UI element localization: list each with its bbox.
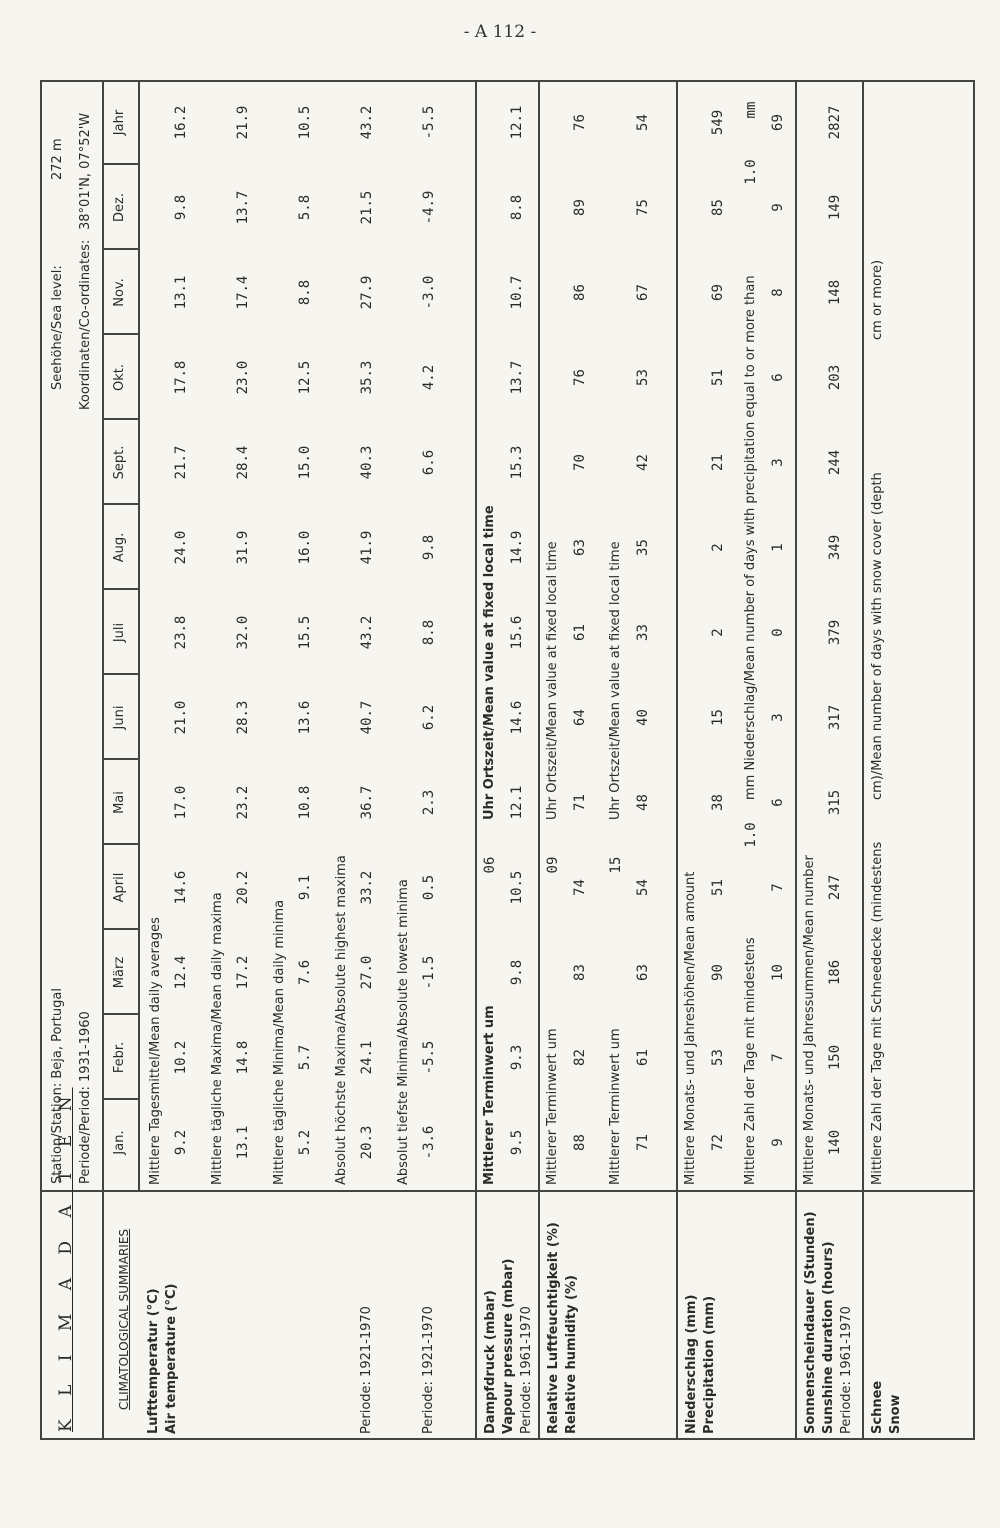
divider-sunshine [795, 80, 797, 1440]
table-cell: 16.0 [297, 530, 313, 565]
table-cell: 36.7 [359, 785, 375, 820]
column-header: Jahr [112, 109, 127, 136]
column-separator [102, 164, 139, 166]
table-cell: 17.8 [173, 360, 189, 395]
table-cell: 43.2 [359, 615, 375, 650]
table-cell: 8.8 [509, 194, 525, 221]
section-label: Dampfdruck (mbar) [483, 1290, 498, 1434]
table-cell: 72 [710, 1134, 726, 1151]
table-cell: 69 [710, 284, 726, 301]
title: K L I M A D A T E N [56, 1087, 76, 1432]
column-separator [102, 249, 139, 251]
column-header: Mai [112, 791, 127, 814]
row-caption: Mittlere Monats- und Jahressummen/Mean number [802, 855, 817, 1185]
column-separator [102, 759, 139, 761]
table-cell: 9 [770, 203, 786, 212]
header-divider [102, 80, 104, 1192]
altitude-value: 272 m [50, 138, 65, 180]
table-cell: 82 [572, 1049, 588, 1066]
column-header: Jan. [112, 1130, 127, 1155]
table-cell: 149 [827, 194, 843, 221]
table-cell: 83 [572, 964, 588, 981]
table-cell: 9.8 [509, 959, 525, 986]
table-cell: 2827 [827, 105, 843, 140]
table-cell: 6 [770, 798, 786, 807]
column-header-divider [138, 80, 140, 1192]
row-caption-2: Uhr Ortszeit/Mean value at fixed local time [608, 541, 623, 820]
column-header: Juni [112, 705, 127, 730]
title-box-divider [102, 1192, 104, 1440]
table-cell: 23.8 [173, 615, 189, 650]
divider-snow [862, 80, 864, 1440]
table-cell: 17.0 [173, 785, 189, 820]
section-label: Periode: 1961-1970 [839, 1306, 854, 1434]
table-cell: 21.0 [173, 700, 189, 735]
table-cell: 14.8 [235, 1040, 251, 1075]
table-cell: -4.9 [421, 190, 437, 225]
table-cell: 61 [635, 1049, 651, 1066]
column-header: Juli [112, 622, 127, 643]
table-cell: 51 [710, 879, 726, 896]
table-cell: -3.0 [421, 275, 437, 310]
table-cell: 75 [635, 199, 651, 216]
row-period: Periode: 1921-1970 [359, 1306, 374, 1434]
table-cell: 5.7 [297, 1044, 313, 1071]
table-cell: 17.4 [235, 275, 251, 310]
table-cell: 54 [635, 879, 651, 896]
table-cell: 13.1 [173, 275, 189, 310]
row-caption-2: cm)/Mean number of days with snow cover (depth [870, 472, 885, 800]
table-cell: 40.7 [359, 700, 375, 735]
column-separator [102, 589, 139, 591]
row-caption: Mittlerer Terminwert um [608, 1028, 623, 1185]
table-cell: -1.5 [421, 955, 437, 990]
table-cell: 48 [635, 794, 651, 811]
table-cell: -5.5 [421, 105, 437, 140]
table-cell: 43.2 [359, 105, 375, 140]
table-cell: 85 [710, 199, 726, 216]
column-header: April [112, 872, 127, 903]
row-hour: 15 [608, 856, 624, 874]
table-cell: 53 [635, 369, 651, 386]
table-cell: 71 [635, 1134, 651, 1151]
table-cell: 14.9 [509, 530, 525, 565]
table-cell: 15.0 [297, 445, 313, 480]
subtitle: CLIMATOLOGICAL SUMMARIES [117, 1228, 131, 1410]
row-period: Periode: 1921-1970 [421, 1306, 436, 1434]
table-cell: 5.2 [297, 1129, 313, 1156]
table-cell: -3.6 [421, 1125, 437, 1160]
table-cell: 3 [770, 458, 786, 467]
column-separator [102, 844, 139, 846]
row-caption: Mittlerer Terminwert um [545, 1028, 560, 1185]
table-cell: 53 [710, 1049, 726, 1066]
table-cell: 35.3 [359, 360, 375, 395]
column-separator [102, 674, 139, 676]
column-header: Dez. [112, 193, 127, 222]
table-cell: 317 [827, 704, 843, 731]
row-hour: 09 [545, 856, 561, 874]
table-cell: 379 [827, 619, 843, 646]
table-cell: 8.8 [297, 279, 313, 306]
left-edge [40, 1439, 975, 1441]
column-header: März [112, 956, 127, 989]
row-threshold: 1.0 [743, 822, 759, 848]
label-column-divider [40, 1191, 975, 1193]
table-cell: 8.8 [421, 619, 437, 646]
table-cell: 15.5 [297, 615, 313, 650]
table-cell: 2.3 [421, 789, 437, 816]
table-cell: 28.3 [235, 700, 251, 735]
row-caption: Mittlere Tagesmittel/Mean daily averages [148, 917, 163, 1185]
coord-label: Koordinaten/Co-ordinates: [78, 239, 93, 410]
table-cell: 247 [827, 874, 843, 901]
table-cell: 76 [572, 114, 588, 131]
table-cell: 41.9 [359, 530, 375, 565]
table-cell: 63 [635, 964, 651, 981]
table-cell: 2 [710, 628, 726, 637]
table-cell: 8 [770, 288, 786, 297]
table-cell: 15 [710, 709, 726, 726]
table-cell: 71 [572, 794, 588, 811]
table-cell: 3 [770, 713, 786, 722]
table-cell: 7.6 [297, 959, 313, 986]
table-cell: 203 [827, 364, 843, 391]
table-cell: 54 [635, 114, 651, 131]
altitude-label: Seehöhe/Sea level: [50, 265, 65, 390]
row-caption-2: mm Niederschlag/Mean number of days with precipitation equal to or more than [743, 275, 758, 800]
table-cell: 9 [770, 1138, 786, 1147]
table-cell: 89 [572, 199, 588, 216]
table-cell: 15.3 [509, 445, 525, 480]
row-caption-2: Uhr Ortszeit/Mean value at fixed local time [545, 541, 560, 820]
table-cell: 1 [770, 543, 786, 552]
table-cell: 32.0 [235, 615, 251, 650]
divider-vapour [475, 80, 477, 1440]
table-cell: 21.9 [235, 105, 251, 140]
table-cell: 90 [710, 964, 726, 981]
table-cell: 27.9 [359, 275, 375, 310]
table-cell: 14.6 [173, 870, 189, 905]
table-cell: 10 [770, 964, 786, 981]
table-cell: 16.2 [173, 105, 189, 140]
column-separator [102, 929, 139, 931]
table-cell: 148 [827, 279, 843, 306]
table-cell: 315 [827, 789, 843, 816]
row-caption: Mittlere Monats- und Jahreshöhen/Mean amount [683, 871, 698, 1185]
table-cell: 9.5 [509, 1129, 525, 1156]
column-header: Sept. [112, 445, 127, 480]
table-cell: 10.8 [297, 785, 313, 820]
table-cell: 21.5 [359, 190, 375, 225]
table-cell: 38 [710, 794, 726, 811]
table-cell: 7 [770, 1053, 786, 1062]
table-cell: 28.4 [235, 445, 251, 480]
period-line: Periode/Period: 1931-1960 [78, 1011, 93, 1184]
row-caption: Mittlere Zahl der Tage mit mindestens [743, 937, 758, 1185]
table-cell: 61 [572, 624, 588, 641]
table-cell: 13.6 [297, 700, 313, 735]
table-cell: 13.7 [235, 190, 251, 225]
row-caption-2: Uhr Ortszeit/Mean value at fixed local time [482, 505, 497, 820]
column-separator [102, 419, 139, 421]
column-header: Aug. [112, 532, 127, 563]
table-cell: 70 [572, 454, 588, 471]
row-caption: Mittlere Zahl der Tage mit Schneedecke (mindestens [870, 841, 885, 1185]
table-cell: 9.1 [297, 874, 313, 901]
table-cell: -5.5 [421, 1040, 437, 1075]
table-cell: 64 [572, 709, 588, 726]
section-label: Relative Luftfeuchtigkeit (%) [546, 1222, 561, 1434]
table-cell: 12.5 [297, 360, 313, 395]
table-cell: 86 [572, 284, 588, 301]
section-label: Sonnenscheindauer (Stunden) [803, 1211, 818, 1434]
table-cell: 6.2 [421, 704, 437, 731]
row-caption: Mittlere tägliche Maxima/Mean daily maxima [210, 892, 225, 1185]
table-cell: 9.2 [173, 1129, 189, 1156]
section-label: Snow [888, 1394, 903, 1434]
table-cell: 35 [635, 539, 651, 556]
table-cell: 9.8 [173, 194, 189, 221]
table-cell: 13.1 [235, 1125, 251, 1160]
table-cell: 33.2 [359, 870, 375, 905]
section-label: Niederschlag (mm) [684, 1294, 699, 1434]
row-threshold-2: 1.0 [743, 159, 759, 185]
column-header: Nov. [112, 278, 127, 307]
row-caption: Absolut höchste Maxima/Absolute highest maxima [334, 855, 349, 1185]
table-cell: 6 [770, 373, 786, 382]
column-separator [102, 334, 139, 336]
page-number: - A 112 - [463, 22, 537, 42]
table-cell: 9.3 [509, 1044, 525, 1071]
table-cell: 15.6 [509, 615, 525, 650]
row-unit: mm [743, 101, 759, 119]
table-cell: 67 [635, 284, 651, 301]
station-line: Station/Station: Beja, Portugal [50, 988, 65, 1184]
section-label: Schnee [870, 1380, 885, 1434]
divider-humidity [538, 80, 540, 1440]
table-cell: 12.4 [173, 955, 189, 990]
table-cell: 23.0 [235, 360, 251, 395]
table-cell: 0.5 [421, 874, 437, 901]
coord-value: 38°01'N, 07°52'W [78, 112, 93, 230]
table-cell: 27.0 [359, 955, 375, 990]
table-cell: 69 [770, 114, 786, 131]
table-cell: 349 [827, 534, 843, 561]
row-caption-3: cm or more) [870, 259, 885, 340]
table-cell: 13.7 [509, 360, 525, 395]
divider-precip [676, 80, 678, 1440]
table-cell: 7 [770, 883, 786, 892]
table-cell: 10.7 [509, 275, 525, 310]
row-caption: Mittlere tägliche Minima/Mean daily minima [272, 899, 287, 1185]
table-cell: 6.6 [421, 449, 437, 476]
section-label: Lufttemperatur (°C) [146, 1288, 161, 1434]
table-cell: 23.2 [235, 785, 251, 820]
table-cell: 10.5 [297, 105, 313, 140]
table-cell: 76 [572, 369, 588, 386]
table-cell: 21.7 [173, 445, 189, 480]
table-cell: 21 [710, 454, 726, 471]
table-cell: 2 [710, 543, 726, 552]
table-cell: 40.3 [359, 445, 375, 480]
table-cell: 12.1 [509, 785, 525, 820]
table-cell: 9.8 [421, 534, 437, 561]
table-cell: 186 [827, 959, 843, 986]
table-cell: 5.8 [297, 194, 313, 221]
table-cell: 33 [635, 624, 651, 641]
table-cell: 14.6 [509, 700, 525, 735]
table-cell: 31.9 [235, 530, 251, 565]
row-caption: Mittlerer Terminwert um [482, 1005, 497, 1185]
table-cell: 24.1 [359, 1040, 375, 1075]
column-separator [102, 1099, 139, 1101]
column-header: Okt. [112, 364, 127, 391]
table-cell: 10.2 [173, 1040, 189, 1075]
table-cell: 12.1 [509, 105, 525, 140]
table-cell: 150 [827, 1044, 843, 1071]
table-cell: 42 [635, 454, 651, 471]
table-cell: 0 [770, 628, 786, 637]
table-cell: 74 [572, 879, 588, 896]
section-label: Air temperature (°C) [164, 1283, 179, 1434]
table-cell: 40 [635, 709, 651, 726]
table-cell: 63 [572, 539, 588, 556]
section-label: Precipitation (mm) [702, 1295, 717, 1434]
section-label: Vapour pressure (mbar) [501, 1258, 516, 1434]
table-cell: 4.2 [421, 364, 437, 391]
row-caption: Absolut tiefste Minima/Absolute lowest minima [396, 879, 411, 1185]
column-separator [102, 504, 139, 506]
column-header: Febr. [112, 1041, 127, 1074]
section-label: Relative humidity (%) [564, 1275, 579, 1434]
table-cell: 88 [572, 1134, 588, 1151]
table-cell: 549 [710, 109, 726, 136]
table-cell: 20.2 [235, 870, 251, 905]
rotated-table-sheet [40, 80, 975, 1440]
table-cell: 140 [827, 1129, 843, 1156]
column-separator [102, 1014, 139, 1016]
row-hour: 06 [482, 856, 498, 874]
section-label: Sunshine duration (hours) [821, 1241, 836, 1434]
section-label: Periode: 1961-1970 [519, 1306, 534, 1434]
table-cell: 10.5 [509, 870, 525, 905]
table-cell: 20.3 [359, 1125, 375, 1160]
table-cell: 24.0 [173, 530, 189, 565]
table-cell: 17.2 [235, 955, 251, 990]
table-cell: 51 [710, 369, 726, 386]
table-cell: 244 [827, 449, 843, 476]
